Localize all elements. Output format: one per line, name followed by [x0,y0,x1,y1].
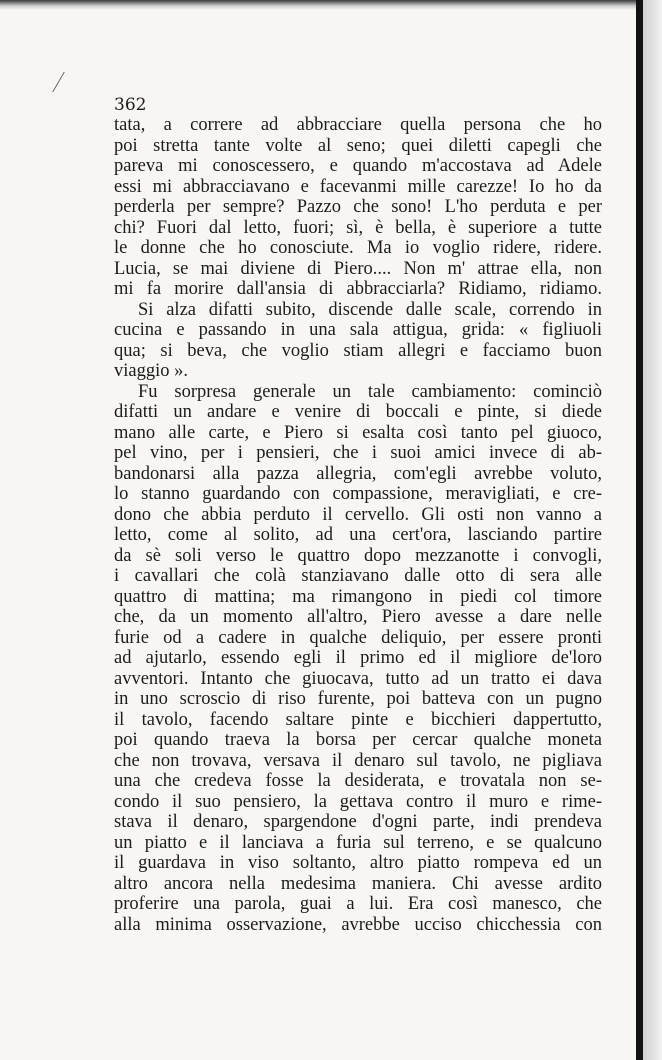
text-line: poi stretta tante volte al seno; quei diletti capegli che [114,135,602,156]
text-line: quattro di mattina; ma rimangono in piedi col timore [114,586,602,607]
text-line: letto, come al solito, ad una cert'ora, lasciando partire [114,525,602,545]
text-line: i cavallari che colà stanziavano dalle otto di sera alle [114,566,602,586]
text-line: proferire una parola, guai a lui. Era così manesco, che [114,894,602,914]
text-line: qua; si beva, che voglio stiam allegri e facciamo buon [114,340,602,361]
text-line: mano alle carte, e Piero si esalta così tanto pel giuoco, [114,422,602,443]
text-line: ad ajutarlo, essendo egli il primo ed il migliore de'loro [114,648,602,668]
text-line: Lucia, se mai diviene di Piero.... Non m' attrae ella, non [114,258,602,279]
text-line: il tavolo, facendo saltare pinte e bicchieri dappertutto, [114,709,602,730]
page-margin-edge [643,0,662,1060]
text-line: pel vino, per i pensieri, che i suoi amici invece di ab- [114,443,602,463]
text-line: altro ancora nella medesima maniera. Chi avesse ardito [114,873,602,894]
text-line: una che credeva fosse la desiderata, e trovatala non se- [114,771,602,791]
text-line: pareva mi conoscessero, e quando m'accostava ad Adele [114,156,602,176]
text-line: poi quando traeva la borsa per cercar qualche moneta [114,730,602,750]
text-line: furie od a cadere in qualche deliquio, per essere pronti [114,627,602,648]
text-line: Fu sorpresa generale un tale cambiamento: cominciò [138,381,602,402]
page-number: 362 [114,95,147,115]
text-line: da sè soli verso le quattro dopo mezzanotte i convogli, [114,545,602,566]
text-line: Si alza difatti subito, discende dalle scale, correndo in [138,299,602,320]
text-line: in uno scroscio di riso furente, poi batteva con un pugno [114,689,602,709]
text-line: tata, a correre ad abbracciare quella persona che ho [114,115,602,135]
text-line: stava il denaro, spargendone d'ogni parte, indi prendeva [114,812,602,832]
body-text [114,115,602,935]
text-line: le donne che ho conosciute. Ma io voglio ridere, ridere. [114,238,602,258]
page-top-shadow [0,0,648,10]
text-line: condo il suo pensiero, la gettava contro il muro e rime- [114,791,602,812]
text-line: che non trovava, versava il denaro sul tavolo, ne pigliava [114,750,602,771]
text-line: lo stanno guardando con compassione, meravigliati, e cre- [114,484,602,504]
text-line: essi mi abbracciavano e facevanmi mille carezze! Io ho da [114,176,602,197]
text-line: mi fa morire dall'ansia di abbracciarla? Ridiamo, ridiamo. [114,279,602,299]
text-line: perderla per sempre? Pazzo che sono! L'ho perduta e per [114,197,602,217]
page-edge-shadow [636,0,643,1060]
text-line: che, da un momento all'altro, Piero avesse a dare nelle [114,607,602,627]
text-line: alla minima osservazione, avrebbe ucciso chicchessia con [114,914,602,935]
text-line: viaggio ». [114,361,188,381]
text-line: chi? Fuori dal letto, fuori; sì, è bella, è superiore a tutte [114,217,602,238]
text-line: il guardava in viso soltanto, altro piatto rompeva ed un [114,853,602,873]
text-line: difatti un andare e venire di boccali e pinte, si diede [114,402,602,422]
text-line: avventori. Intanto che giuocava, tutto ad un tratto ei dava [114,668,602,689]
text-line: dono che abbia perduto il cervello. Gli osti non vanno a [114,504,602,525]
text-line: cucina e passando in una sala attigua, grida: « figliuoli [114,320,602,340]
text-line: bandonarsi alla pazza allegria, com'egli avrebbe voluto, [114,463,602,484]
text-line: un piatto e il lanciava a furia sul terreno, e se qualcuno [114,832,602,853]
